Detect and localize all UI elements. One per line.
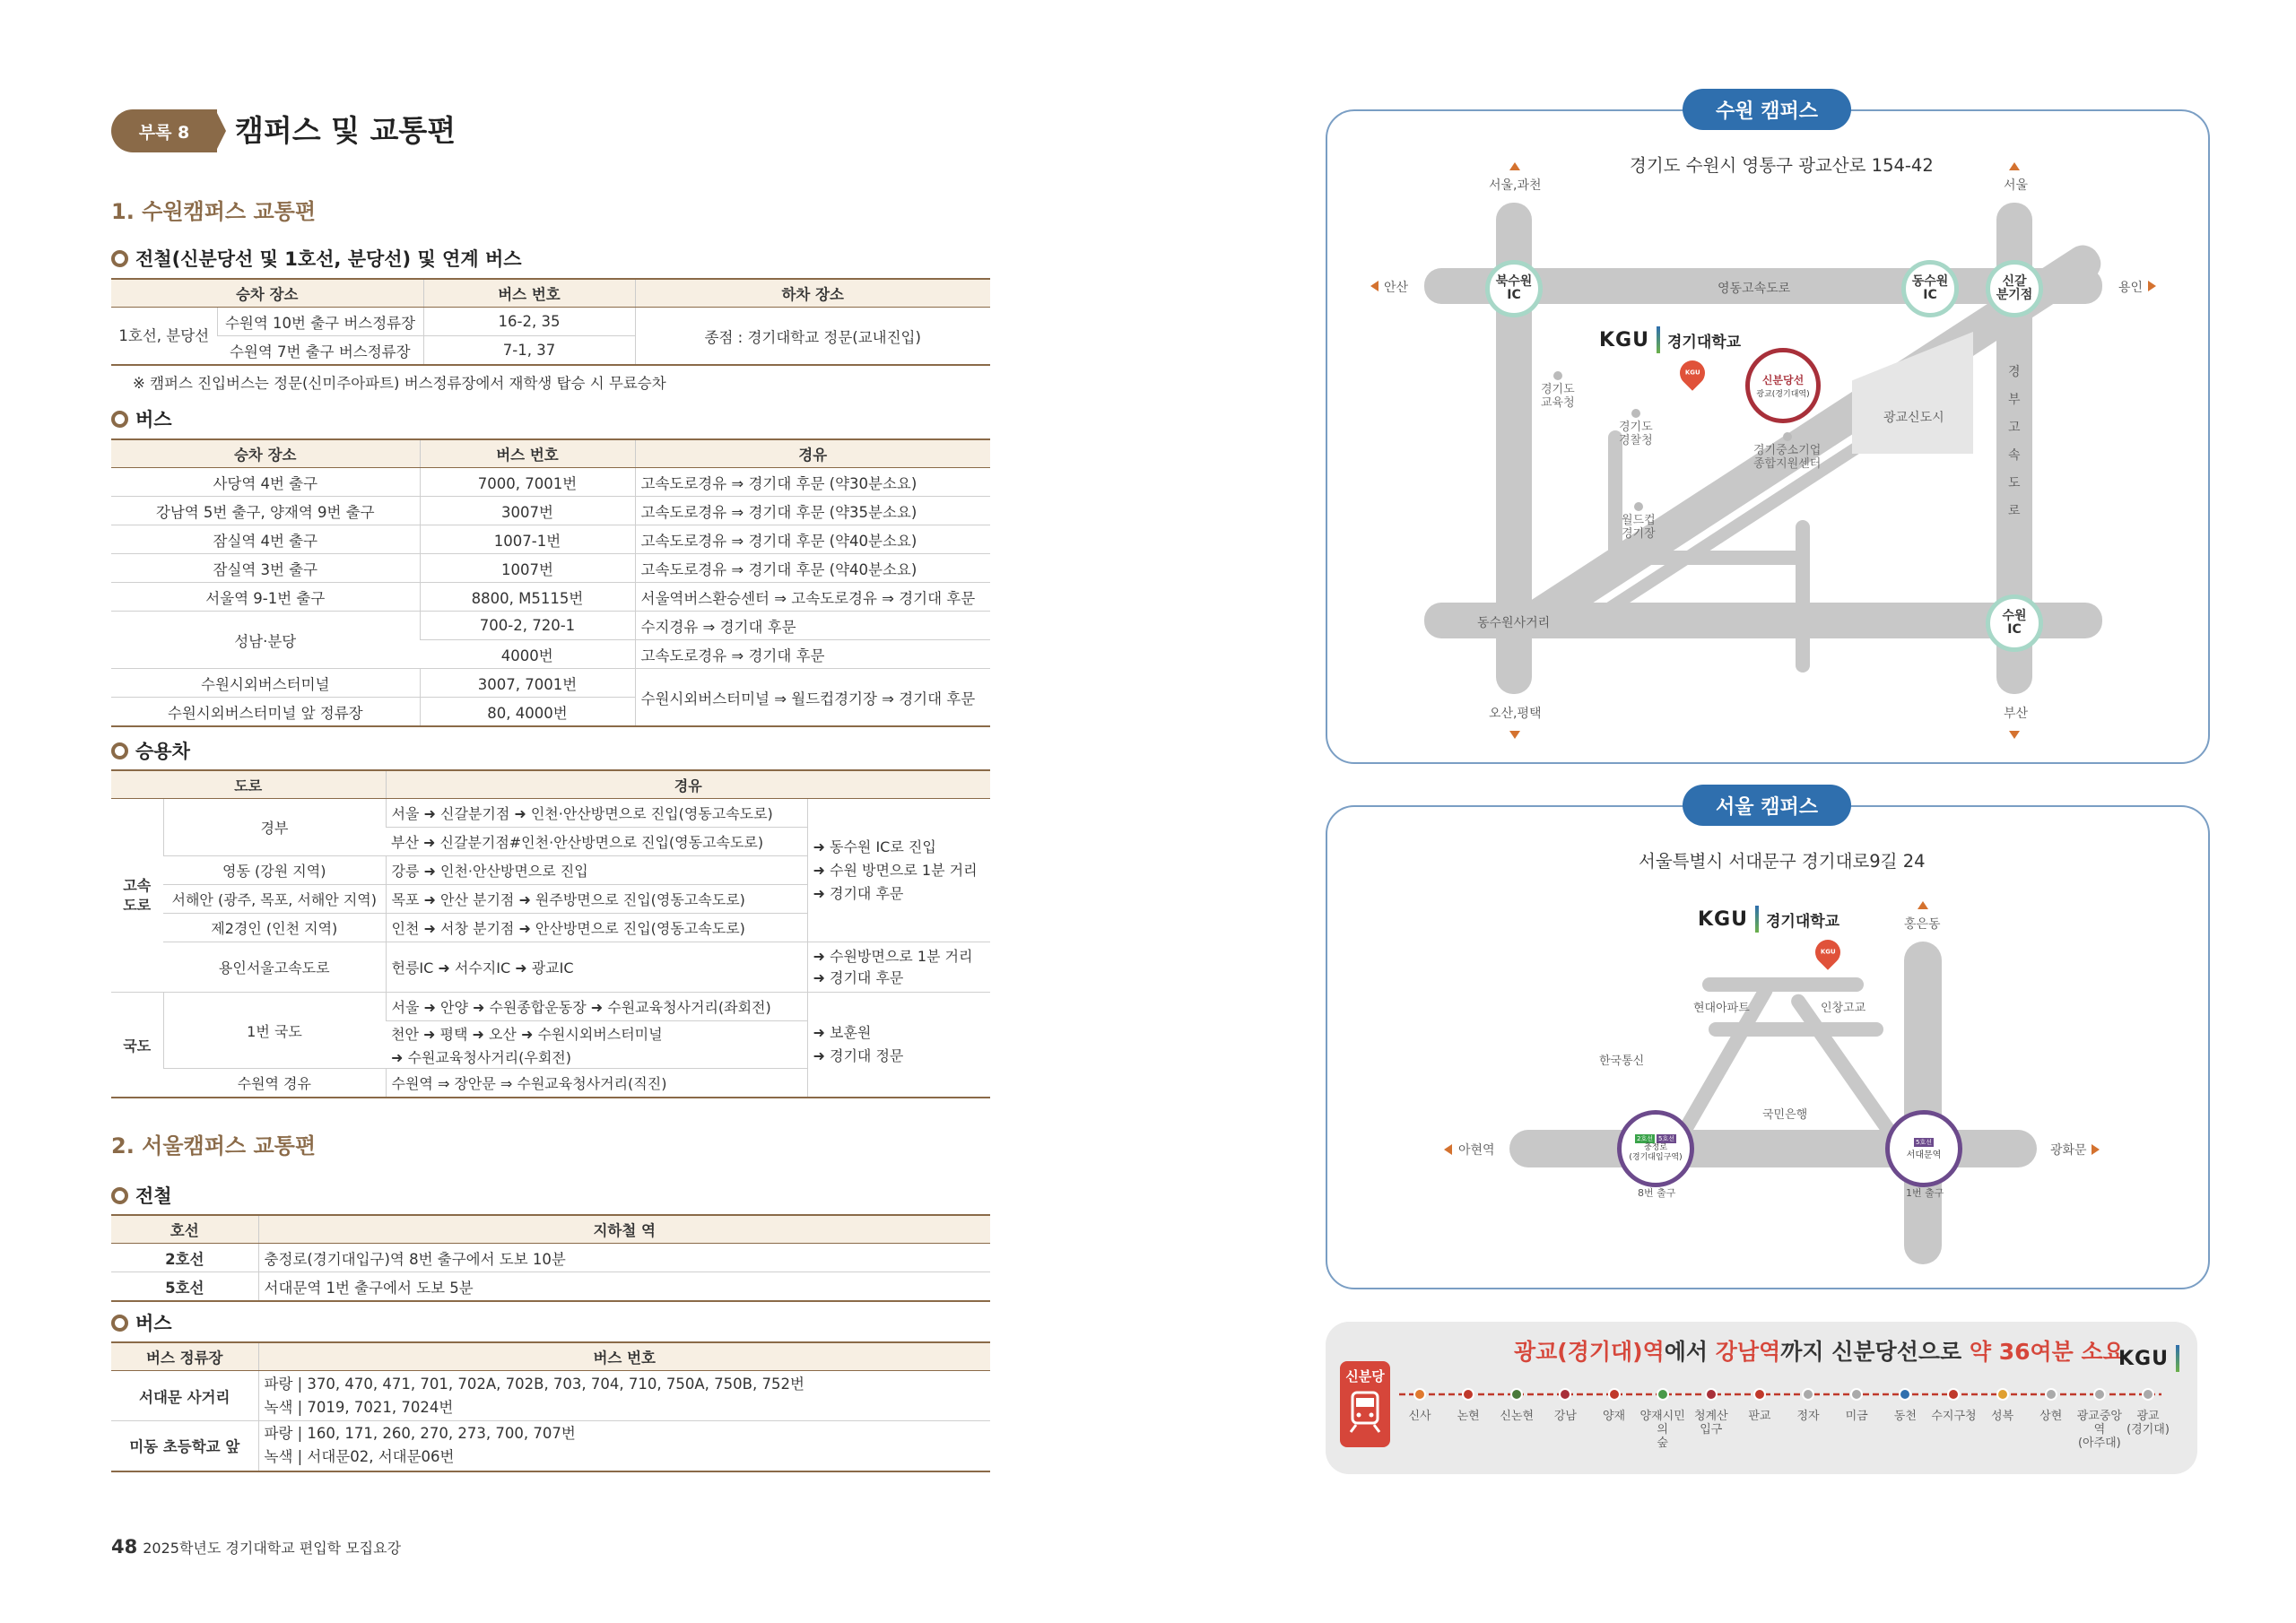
- appendix-badge: 부록 8: [111, 109, 217, 152]
- table-row: 서대문 사거리 파랑 | 370, 470, 471, 701, 702A, 702B, 703, 704, 710, 750A, 750B, 752번 녹색 | 7019, 7021, 7024번: [111, 1371, 990, 1421]
- seodaemun-station: 5호선 서대문역: [1885, 1110, 1962, 1187]
- direction-label: 서울,과천: [1489, 178, 1542, 193]
- station-label: 광교 (경기대): [2126, 1410, 2170, 1436]
- landmark-pin: 경기중소기업 종합지원센터: [1753, 432, 1821, 471]
- table-row: 서해안 (광주, 목포, 서해안 지역) 목포 ➜ 안산 분기점 ➜ 원주방면으로 진입(영동고속도로): [111, 885, 990, 914]
- station-label: 미금: [1845, 1410, 1868, 1423]
- highway-result: ➜ 동수원 IC로 진입 ➜ 수원 방면으로 1분 거리 ➜ 경기대 후문: [807, 799, 990, 942]
- station-dot: [1413, 1388, 1426, 1401]
- col-header: 버스 정류장: [111, 1342, 258, 1371]
- arrow-up-icon: [1918, 901, 1928, 909]
- buksuwon-ic: 북수원 IC: [1485, 260, 1543, 317]
- seoul-address: 서울특별시 서대문구 경기대로9길 24: [1639, 851, 1926, 872]
- suwon-bus-heading: 버스: [111, 405, 172, 432]
- direction-label: 오산,평택: [1489, 707, 1542, 721]
- station-dot: [2142, 1388, 2154, 1401]
- station-label: 동천: [1893, 1410, 1917, 1423]
- bullet-icon: [111, 250, 128, 267]
- banner-title: 광교(경기대)역에서 강남역까지 신분당선으로 약 36여분 소요: [1514, 1339, 2125, 1365]
- direction-label: 서울: [2004, 178, 2029, 193]
- seoul-bus-table: [111, 1341, 990, 1472]
- national-road-label: 국도: [111, 993, 163, 1098]
- road-label: 동수원사거리: [1477, 616, 1551, 630]
- road-label: 경부고속도로: [2008, 365, 2021, 518]
- arrow-down-icon: [1509, 731, 1520, 739]
- gwanggyo-label: 광교신도시: [1883, 411, 1944, 425]
- bullet-icon: [111, 411, 128, 428]
- col-header: 버스 번호: [423, 279, 635, 308]
- section1-title: 1. 수원캠퍼스 교통편: [111, 199, 316, 224]
- bullet-icon: [111, 742, 128, 759]
- singal-junction: 신갈 분기점: [1986, 260, 2043, 317]
- direction-label: 홍은동: [1904, 917, 1941, 932]
- direction-label: 부산: [2004, 707, 2029, 721]
- seoul-map: [1326, 805, 2210, 1289]
- col-header: 버스 번호: [258, 1342, 990, 1371]
- station-label: 양재: [1602, 1410, 1626, 1423]
- suwon-car-table: [111, 769, 990, 1098]
- table-row: 고속 도로 경부 서울 ➜ 신갈분기점 ➜ 인천·안산방면으로 진입(영동고속도로) ➜ 동수원 IC로 진입 ➜ 수원 방면으로 1분 거리 ➜ 경기대 후문: [111, 799, 990, 828]
- kgu-logo: KGU 경기대학교: [1698, 906, 1839, 933]
- landmark-pin: 경기도 교육청: [1541, 371, 1575, 410]
- seoul-subway-table: [111, 1214, 990, 1302]
- station-dot: [1753, 1388, 1766, 1401]
- table-row: 성남·분당 700-2, 720-1 수지경유 ⇒ 경기대 후문: [111, 612, 990, 640]
- banner-kgu-logo: KGU: [2118, 1345, 2187, 1372]
- table-row: 제2경인 (인천 지역) 인천 ➜ 서창 분기점 ➜ 안산방면으로 진입(영동고속도로): [111, 914, 990, 942]
- table-row: 2호선 충정로(경기대입구)역 8번 출구에서 도보 10분: [111, 1244, 990, 1272]
- col-header: 승차 장소: [111, 279, 423, 308]
- station-label: 광교중앙역 (아주대): [2076, 1410, 2122, 1450]
- suwon-car-heading: 승용차: [111, 737, 190, 764]
- road-label: 영동고속도로: [1718, 282, 1791, 296]
- gwanggyo-station: 신분당선 광교(경기대역): [1745, 348, 1821, 423]
- badge-arrow: [215, 109, 226, 152]
- table-row: 수원역 7번 출구 버스정류장 7-1, 37: [111, 336, 990, 366]
- station-dot: [1657, 1388, 1669, 1401]
- suwon-subway-table: [111, 278, 990, 366]
- table-row: 수원시외버스터미널 3007, 7001번 수원시외버스터미널 ⇒ 월드컵경기장 ⇒ 경기대 후문: [111, 669, 990, 698]
- table-row: 미동 초등학교 앞 파랑 | 160, 171, 260, 270, 273, 700, 707번 녹색 | 서대문02, 서대문06번: [111, 1421, 990, 1471]
- col-header: 지하철 역: [258, 1215, 990, 1244]
- table-row: ➜ 수원교육청사거리(우회전): [111, 1045, 990, 1069]
- table-row: 강남역 5번 출구, 양재역 9번 출구 3007번 고속도로경유 ⇒ 경기대 후문 (약35분소요): [111, 497, 990, 525]
- arrow-down-icon: [2009, 731, 2020, 739]
- train-icon: [1340, 1385, 1390, 1439]
- highway-label: 고속 도로: [111, 799, 163, 993]
- arrow-left-icon: [1444, 1144, 1452, 1155]
- bullet-icon: [111, 1315, 128, 1332]
- landmark-pin: 월드컵 경기장: [1622, 502, 1656, 541]
- suwon-ic: 수원 IC: [1986, 595, 2043, 652]
- station-dot: [2045, 1388, 2057, 1401]
- station-dot: [1996, 1388, 2009, 1401]
- suwon-address: 경기도 수원시 영통구 광교산로 154-42: [1630, 155, 1934, 176]
- chungjeongno-station: 2호선 5호선 충정로 (경기대입구역): [1617, 1110, 1694, 1187]
- north-south-road: [1904, 942, 1942, 1264]
- exit-label: 8번 출구: [1638, 1187, 1676, 1199]
- bullet-icon: [111, 1187, 128, 1204]
- station-dot: [1802, 1388, 1814, 1401]
- table-row: 영동 (강원 지역) 강릉 ➜ 인천·안산방면으로 진입: [111, 856, 990, 885]
- kgu-location-pin-icon: KGU: [1810, 934, 1846, 970]
- col-header: 경유: [635, 439, 990, 468]
- line-badge: 신분당: [1340, 1361, 1390, 1447]
- local-road: [1702, 977, 1864, 992]
- page-footer: 48 2025학년도 경기대학교 편입학 모집요강: [111, 1536, 402, 1558]
- arrow-right-icon: [2092, 1144, 2100, 1155]
- seoul-bus-heading: 버스: [111, 1309, 172, 1336]
- col-header: 하차 장소: [635, 279, 990, 308]
- col-header: 도로: [111, 770, 386, 799]
- station-dot: [2093, 1388, 2106, 1401]
- table-row: 사당역 4번 출구 7000, 7001번 고속도로경유 ⇒ 경기대 후문 (약30분소요): [111, 468, 990, 497]
- table-row: 1호선, 분당선 수원역 10번 출구 버스정류장 16-2, 35 종점 : 경기대학교 정문(교내진입): [111, 308, 990, 336]
- station-label: 판교: [1748, 1410, 1771, 1423]
- line-group: 1호선, 분당선: [111, 308, 217, 366]
- table-row: 수원시외버스터미널 앞 정류장 80, 4000번: [111, 698, 990, 727]
- station-label: 성복: [1991, 1410, 2014, 1423]
- station-dot: [1705, 1388, 1718, 1401]
- table-row: 용인서울고속도로 헌릉IC ➜ 서수지IC ➜ 광교IC ➜ 수원방면으로 1분 거리 ➜ 경기대 후문: [111, 942, 990, 993]
- direction-label: 안산: [1384, 281, 1409, 295]
- landmark-label: 인창고교: [1821, 1002, 1866, 1015]
- landmark-label: 한국통신: [1599, 1055, 1645, 1068]
- direction-label: 용인: [2118, 281, 2144, 295]
- suwon-campus-tag: 수원 캠퍼스: [1683, 89, 1851, 130]
- landmark-label: 현대아파트: [1693, 1002, 1750, 1015]
- arrow-left-icon: [1370, 281, 1378, 291]
- kgu-logo: KGU 경기대학교: [1599, 326, 1741, 353]
- direction-label: 아현역: [1458, 1143, 1495, 1158]
- station-label: 수지구청: [1931, 1410, 1977, 1423]
- arrow-up-icon: [1509, 162, 1520, 170]
- table-row: 부산 ➜ 신갈분기점#인천·안산방면으로 진입(영동고속도로): [111, 828, 990, 856]
- landmark-label: 국민은행: [1762, 1108, 1808, 1122]
- table-row: 수원역 경유 수원역 ⇒ 장안문 ⇒ 수원교육청사거리(직진): [111, 1069, 990, 1098]
- destination: 종점 : 경기대학교 정문(교내진입): [635, 308, 990, 366]
- station-label: 신사: [1408, 1410, 1431, 1423]
- col-header: 경유: [386, 770, 990, 799]
- station-label: 신논현: [1500, 1410, 1535, 1423]
- local-road: [1796, 520, 1810, 673]
- station-label: 정자: [1796, 1410, 1820, 1423]
- table-row: 5호선 서대문역 1번 출구에서 도보 5분: [111, 1272, 990, 1302]
- table-row: 천안 ➜ 평택 ➜ 오산 ➜ 수원시외버스터미널: [391, 1025, 663, 1043]
- seoul-subway-heading: 전철: [111, 1182, 172, 1209]
- page-title: 캠퍼스 및 교통편: [235, 113, 457, 148]
- table-row: 국도 1번 국도 서울 ➜ 안양 ➜ 수원종합운동장 ➜ 수원교육청사거리(좌회전) ➜ 보훈원 ➜ 경기대 정문: [111, 993, 990, 1021]
- table-row: 서울역 9-1번 출구 8800, M5115번 서울역버스환승센터 ⇒ 고속도로경유 ⇒ 경기대 후문: [111, 583, 990, 612]
- col-header: 승차 장소: [111, 439, 420, 468]
- national-result: ➜ 보훈원 ➜ 경기대 정문: [807, 993, 990, 1098]
- dongsuwon-ic: 동수원 IC: [1901, 260, 1959, 317]
- suwon-subway-heading: 전철(신분당선 및 1호선, 분당선) 및 연계 버스: [111, 245, 522, 272]
- station-dot: [1608, 1388, 1621, 1401]
- exit-label: 1번 출구: [1906, 1187, 1944, 1199]
- col-header: 버스 번호: [420, 439, 635, 468]
- arrow-up-icon: [2009, 162, 2020, 170]
- station-label: 논현: [1457, 1410, 1480, 1423]
- seoul-campus-tag: 서울 캠퍼스: [1683, 785, 1851, 826]
- table-row: 4000번 고속도로경유 ⇒ 경기대 후문: [111, 640, 990, 669]
- station-label: 상현: [2039, 1410, 2063, 1423]
- table-row: 잠실역 3번 출구 1007번 고속도로경유 ⇒ 경기대 후문 (약40분소요): [111, 554, 990, 583]
- col-header: 호선: [111, 1215, 258, 1244]
- section2-title: 2. 서울캠퍼스 교통편: [111, 1133, 316, 1159]
- station-label: 청계산 입구: [1693, 1410, 1728, 1436]
- direction-label: 광화문: [2050, 1143, 2087, 1158]
- kgu-location-pin-icon: KGU: [1674, 355, 1710, 391]
- suwon-bus-table: [111, 438, 990, 727]
- table-row: 잠실역 4번 출구 1007-1번 고속도로경유 ⇒ 경기대 후문 (약40분소요): [111, 525, 990, 554]
- arrow-right-icon: [2148, 281, 2156, 291]
- station-label: 양재시민의 숲: [1639, 1410, 1685, 1450]
- shuttle-note: ※ 캠퍼스 진입버스는 정문(신미주아파트) 버스정류장에서 재학생 탑승 시 무료승차: [133, 375, 666, 392]
- station-label: 강남: [1553, 1410, 1577, 1423]
- landmark-pin: 경기도 경찰청: [1619, 409, 1653, 447]
